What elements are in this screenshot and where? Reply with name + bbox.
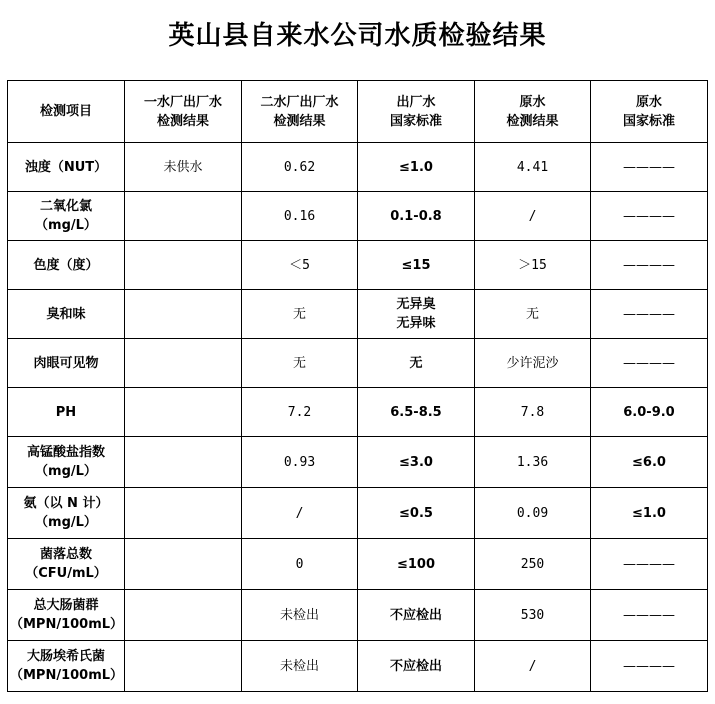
item-name: 菌落总数 （CFU/mL） [8,539,125,590]
plant2-value: 未检出 [242,641,358,692]
raw-result-value: 1.36 [475,437,591,488]
plant1-value [125,641,242,692]
plant2-value: 0.16 [242,192,358,241]
table-row [8,437,708,488]
plant2-value: / [242,488,358,539]
plant2-value: 7.2 [242,388,358,437]
raw-result-value: 0.09 [475,488,591,539]
table-row [8,143,708,192]
plant1-value [125,590,242,641]
plant2-value: ＜5 [242,241,358,290]
plant2-value: 0 [242,539,358,590]
outflow-standard-value: 不应检出 [358,641,475,692]
item-name: 色度（度） [8,241,125,290]
raw-result-value: / [475,192,591,241]
raw-result-value: 4.41 [475,143,591,192]
outflow-standard-value: ≤3.0 [358,437,475,488]
plant1-value [125,241,242,290]
header-raw-result: 原水 检测结果 [475,81,591,143]
table-row [8,641,708,692]
plant1-value [125,539,242,590]
item-name: 大肠埃希氏菌 （MPN/100mL） [8,641,125,692]
item-name: 高锰酸盐指数 （mg/L） [8,437,125,488]
raw-standard-value: ———— [591,641,708,692]
item-name: 氨（以 N 计） （mg/L） [8,488,125,539]
raw-result-value: / [475,641,591,692]
raw-standard-value: ———— [591,539,708,590]
page-title: 英山县自来水公司水质检验结果 [168,21,547,51]
item-name: PH [8,388,125,437]
outflow-standard-value: 6.5-8.5 [358,388,475,437]
table-row [8,339,708,388]
table-row [8,488,708,539]
item-name: 臭和味 [8,290,125,339]
plant1-value [125,388,242,437]
outflow-standard-value: 0.1-0.8 [358,192,475,241]
raw-standard-value: ———— [591,339,708,388]
header-row [8,81,708,143]
table-row [8,290,708,339]
plant2-value: 无 [242,339,358,388]
results-table [7,80,708,692]
plant1-value [125,339,242,388]
outflow-standard-value: 无 [358,339,475,388]
header-item: 检测项目 [8,81,125,143]
item-name: 肉眼可见物 [8,339,125,388]
table-row [8,192,708,241]
header-outflow-standard: 出厂水 国家标准 [358,81,475,143]
raw-standard-value: 6.0-9.0 [591,388,708,437]
raw-standard-value: ———— [591,143,708,192]
table-row [8,539,708,590]
raw-result-value: 250 [475,539,591,590]
raw-standard-value: ≤6.0 [591,437,708,488]
plant1-value [125,437,242,488]
plant2-value: 未检出 [242,590,358,641]
header-plant1: 一水厂出厂水 检测结果 [125,81,242,143]
plant2-value: 无 [242,290,358,339]
plant1-value: 未供水 [125,143,242,192]
outflow-standard-value: ≤0.5 [358,488,475,539]
header-plant2: 二水厂出厂水 检测结果 [242,81,358,143]
outflow-standard-value: ≤100 [358,539,475,590]
item-name: 浊度（NUT） [8,143,125,192]
outflow-standard-value: ≤15 [358,241,475,290]
plant1-value [125,488,242,539]
header-raw-standard: 原水 国家标准 [591,81,708,143]
raw-result-value: 少许泥沙 [475,339,591,388]
plant1-value [125,192,242,241]
plant2-value: 0.93 [242,437,358,488]
raw-result-value: 7.8 [475,388,591,437]
raw-standard-value: ———— [591,590,708,641]
raw-standard-value: ———— [591,192,708,241]
outflow-standard-value: 不应检出 [358,590,475,641]
raw-standard-value: ≤1.0 [591,488,708,539]
table-row [8,241,708,290]
raw-result-value: 530 [475,590,591,641]
item-name: 总大肠菌群 （MPN/100mL） [8,590,125,641]
table-row [8,590,708,641]
item-name: 二氧化氯 （mg/L） [8,192,125,241]
raw-result-value: ＞15 [475,241,591,290]
outflow-standard-value: 无异臭 无异味 [358,290,475,339]
raw-standard-value: ———— [591,241,708,290]
plant2-value: 0.62 [242,143,358,192]
outflow-standard-value: ≤1.0 [358,143,475,192]
raw-result-value: 无 [475,290,591,339]
plant1-value [125,290,242,339]
table-row [8,388,708,437]
raw-standard-value: ———— [591,290,708,339]
